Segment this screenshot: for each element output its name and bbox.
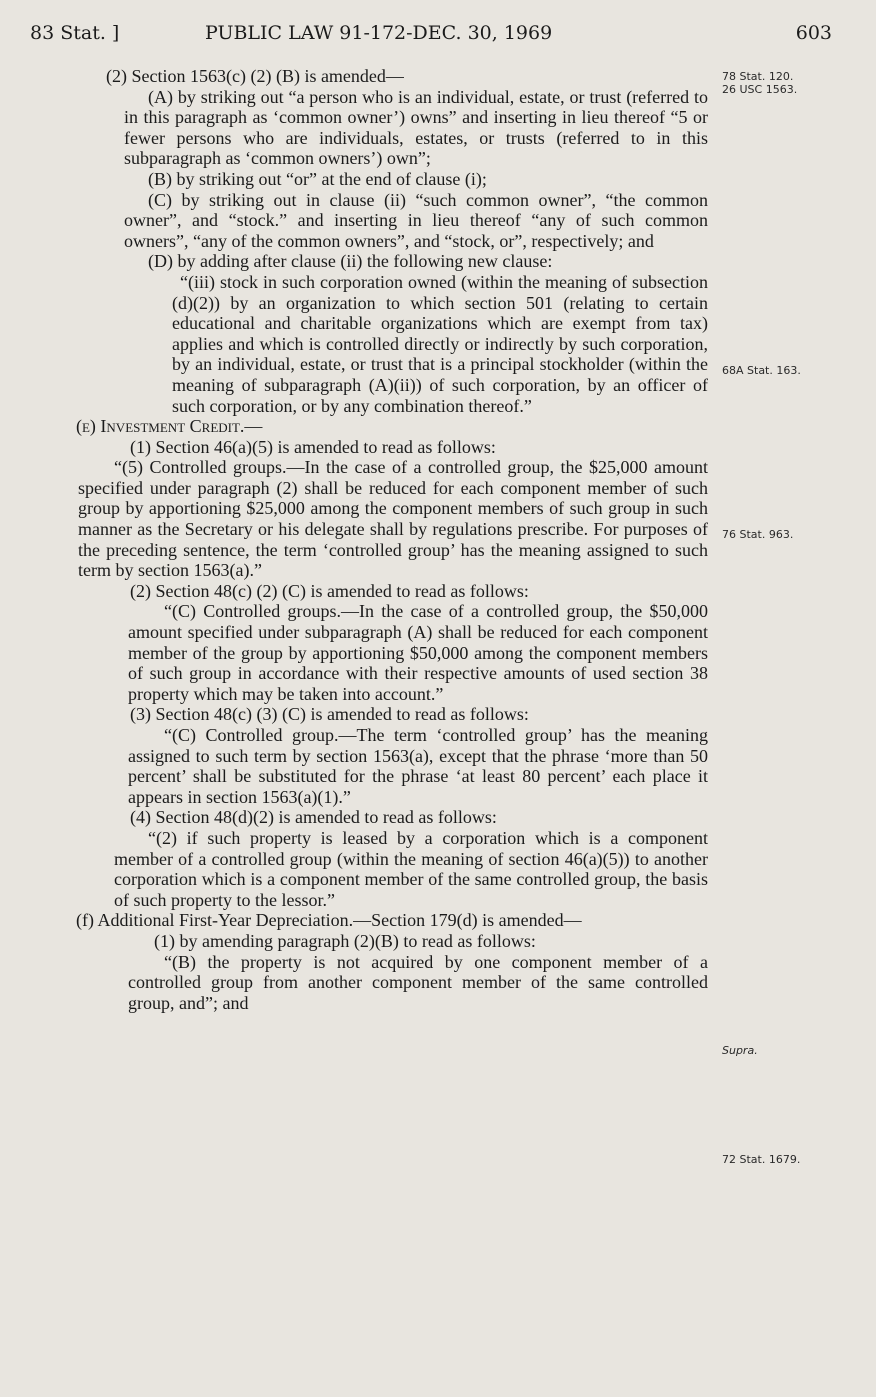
paragraph: (D) by adding after clause (ii) the following new clause: bbox=[148, 251, 553, 272]
section-heading: (f) Additional First-Year Depreciation.—Section 179(d) is amended— bbox=[76, 910, 582, 931]
section-heading: (e) Investment Credit.— bbox=[76, 416, 263, 437]
paragraph: “(2) if such property is leased by a corporation which is a component member of a controlled group (within the meaning of section 46(a)(5)) to another corporation which is a component member of the same controlled group, the basis of such property to the lessor.” bbox=[114, 827, 708, 910]
margin-note: 72 Stat. 1679. bbox=[722, 1153, 801, 1166]
paragraph: “(iii) stock in such corporation owned (within the meaning of subsection (d)(2)) by an organization to which section 501 (relating to certain educational and charitable organizations which are exempt from tax) applies and which is controlled directly or indirectly by such corporation, by an individual, estate, or trust that is a principal stockholder (within the meaning of subparagraph (A)(ii)) of such corporation, by an officer of such corporation, or by any combination thereof.” bbox=[172, 271, 708, 416]
paragraph: “(C) Controlled group.—The term ‘controlled group’ has the meaning assigned to such term by section 1563(a), except that the phrase ‘more than 50 percent’ shall be substituted for the phrase ‘at least 80 percent’ each place it appears in section 1563(a)(1).” bbox=[128, 725, 708, 807]
paragraph: (A) by striking out “a person who is an individual, estate, or trust (referred to in this paragraph as ‘common owner’) owns” and inserting in lieu thereof “5 or fewer persons who are individuals, estates, or trusts (referred to in this subparagraph as ‘common owners’) own”; bbox=[124, 86, 708, 169]
paragraph: (B) by striking out “or” at the end of clause (i); bbox=[148, 168, 487, 189]
paragraph: (3) Section 48(c) (3) (C) is amended to read as follows: bbox=[130, 704, 529, 725]
paragraph: (2) Section 1563(c) (2) (B) is amended— bbox=[106, 66, 404, 86]
paragraph: “(B) the property is not acquired by one component member of a controlled group from another component member of the same controlled group, and”; and bbox=[128, 951, 708, 1013]
margin-note: 78 Stat. 120. 26 USC 1563. bbox=[722, 70, 798, 96]
margin-note: 76 Stat. 963. bbox=[722, 528, 794, 541]
margin-note: Supra. bbox=[722, 1044, 758, 1057]
paragraph: (1) Section 46(a)(5) is amended to read as follows: bbox=[130, 436, 496, 457]
paragraph: (2) Section 48(c) (2) (C) is amended to read as follows: bbox=[130, 580, 529, 601]
paragraph: “(5) Controlled groups.—In the case of a controlled group, the $25,000 amount specified under paragraph (2) shall be reduced for each component member of such group by apportioning $25,000 among the component members of such group in such manner as the Secretary or his delegate shall by regulations prescribe. For purposes of the preceding sentence, the term ‘controlled group’ has the meaning assigned to such term by section 1563(a).” bbox=[78, 457, 708, 581]
paragraph: (1) by amending paragraph (2)(B) to read as follows: bbox=[154, 930, 536, 951]
statute-volume: 83 Stat. ] bbox=[30, 22, 120, 44]
paragraph: (C) by striking out in clause (ii) “such common owner”, “the common owner”, and “stock.” and inserting in lieu thereof “any of such common owners”, “any of the common owners”, and “stock, or”, respectively; and bbox=[124, 189, 708, 251]
margin-note: 68A Stat. 163. bbox=[722, 364, 801, 377]
paragraph: (4) Section 48(d)(2) is amended to read as follows: bbox=[130, 807, 497, 828]
page-number: 603 bbox=[795, 22, 832, 44]
page-title: PUBLIC LAW 91-172-DEC. 30, 1969 bbox=[205, 22, 553, 44]
body-text bbox=[62, 66, 708, 1013]
paragraph: “(C) Controlled groups.—In the case of a controlled group, the $50,000 amount specified under subparagraph (A) shall be reduced for each component member of the group by apportioning $50,000 among the component members of such group in accordance with their respective amounts of used section 38 property which may be taken into account.” bbox=[128, 601, 708, 704]
